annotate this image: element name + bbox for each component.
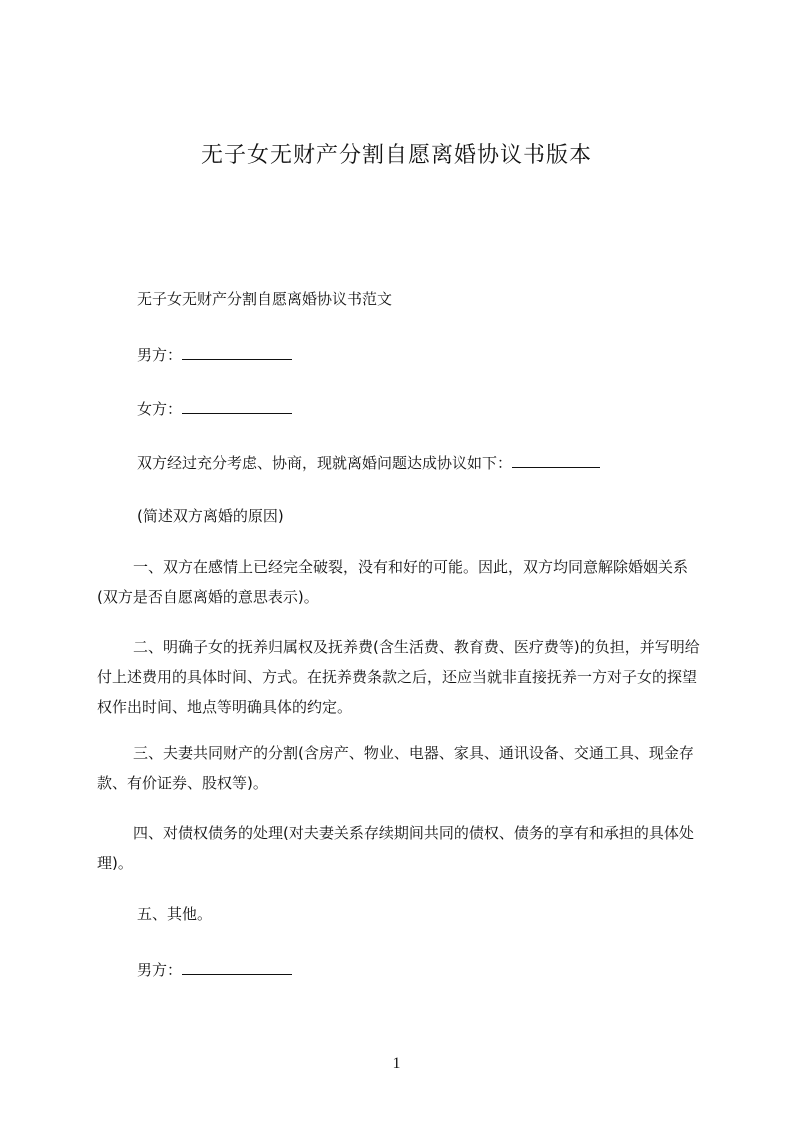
clause-4: 四、对债权债务的处理(对夫妻关系存续期间共同的债权、债务的享有和承担的具体处理)。 — [97, 824, 694, 872]
male-signature-line-end — [137, 958, 292, 981]
clause-other: 五、其他。 — [137, 905, 213, 923]
document-subtitle: 无子女无财产分割自愿离婚协议书范文 — [137, 290, 393, 308]
female-signature-line — [137, 397, 292, 420]
male-signature-line — [137, 343, 292, 366]
page-number: 1 — [392, 1055, 401, 1072]
female-blank-field — [182, 397, 292, 414]
agreement-blank-field — [512, 451, 600, 468]
female-label: 女方： — [137, 400, 183, 418]
agreement-intro-line — [137, 451, 600, 474]
male-blank-field — [182, 343, 292, 360]
document-title: 无子女无财产分割自愿离婚协议书版本 — [200, 143, 592, 168]
clause-1: 一、双方在感情上已经完全破裂，没有和好的可能。因此，双方均同意解除婚姻关系(双方是否自愿离婚的意思表示)。 — [97, 558, 689, 606]
male-blank-field-end — [182, 958, 292, 975]
agreement-intro: 双方经过充分考虑、协商，现就离婚问题达成协议如下： — [137, 454, 513, 472]
male-label-end: 男方： — [137, 961, 183, 979]
reason-note: (简述双方离婚的原因) — [137, 507, 284, 525]
clause-3: 三、夫妻共同财产的分割(含房产、物业、电器、家具、通讯设备、交通工具、现金存款、有价证券、股权等)。 — [97, 744, 694, 792]
clause-2: 二、明确子女的抚养归属权及抚养费(含生活费、教育费、医疗费等)的负担，并写明给付上述费用的具体时间、方式。在抚养费条款之后，还应当就非直接抚养一方对子女的探望权作出时间、地点等明确具体的约定。 — [97, 638, 700, 716]
male-label: 男方： — [137, 346, 183, 364]
